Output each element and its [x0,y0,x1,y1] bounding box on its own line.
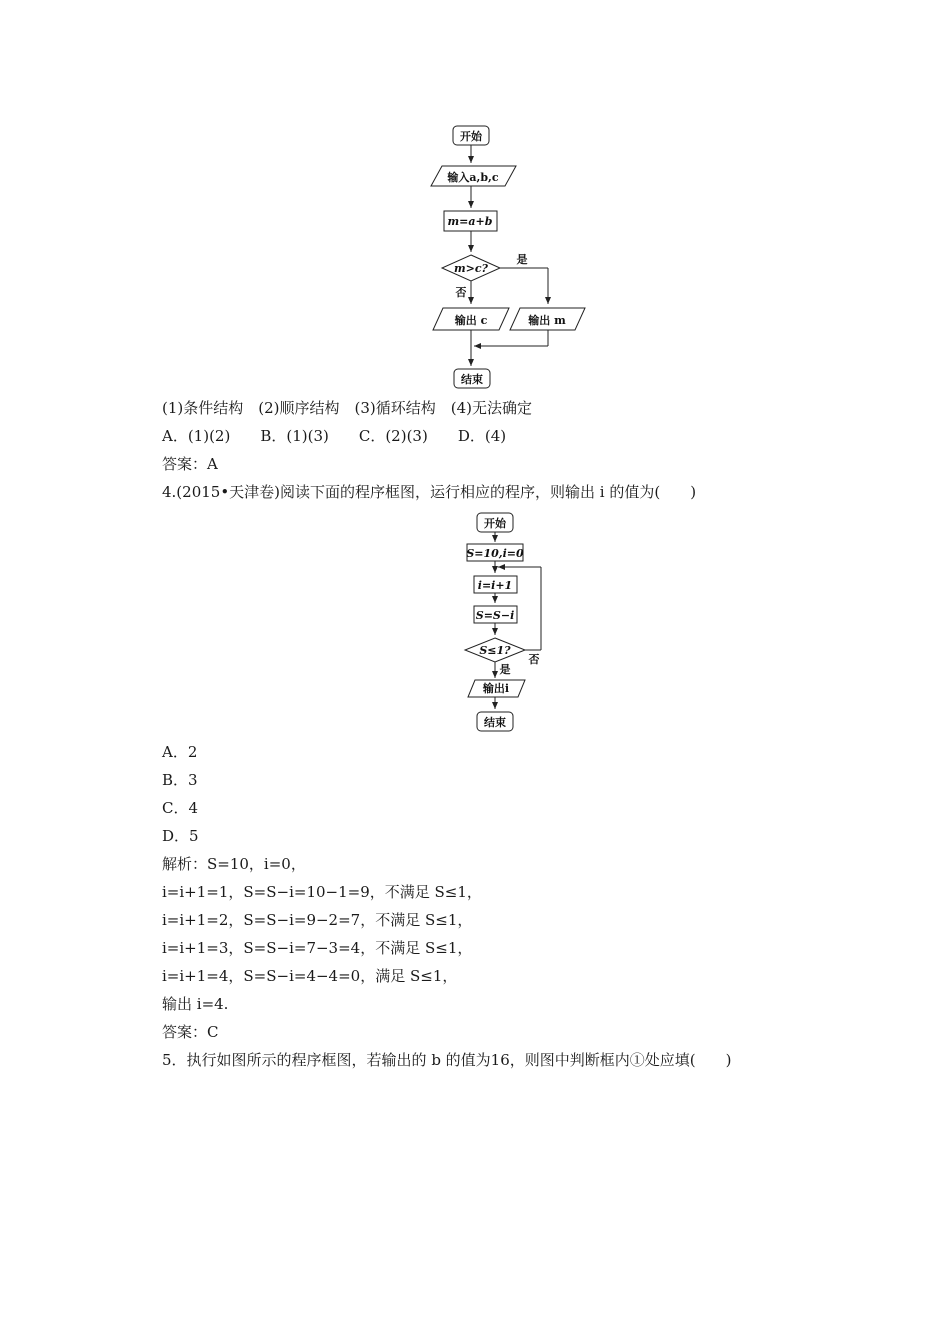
fc2-end-label: 结束 [484,716,506,729]
q4-analysis-3: i=i+1=3，S=S−i=7−3=4，不满足 S≤1， [162,939,473,957]
fc2-start-label: 开始 [484,517,506,530]
q4-choice-d: D．5 [162,827,199,845]
flowchart-1 [420,118,600,398]
fc1-assign-label: m=a+b [447,215,493,228]
fc2-yes-label: 是 [499,663,511,676]
fc2-sub-label: S=S−i [475,609,515,622]
q3-answer: 答案：A [162,455,218,473]
fc2-decision-label: S≤1? [479,644,511,657]
fc2-output-label: 输出i [482,682,510,695]
fc1-yes-label: 是 [516,253,528,266]
q3-options: (1)条件结构 (2)顺序结构 (3)循环结构 (4)无法确定 [162,399,532,417]
q5-question: 5．执行如图所示的程序框图，若输出的 b 的值为16，则图中判断框内①处应填( ) [162,1051,732,1069]
fc2-no-label: 否 [528,653,540,666]
fc1-end-label: 结束 [461,373,483,386]
q4-answer: 答案：C [162,1023,219,1041]
fc1-output-m-label: 输出 m [528,314,566,327]
q4-choice-b: B．3 [162,771,198,789]
q4-choice-c: C．4 [162,799,199,817]
q4-analysis-1: i=i+1=1，S=S−i=10−1=9，不满足 S≤1， [162,883,482,901]
q4-analysis-2: i=i+1=2，S=S−i=9−2=7，不满足 S≤1， [162,911,473,929]
fc1-output-c-label: 输出 c [454,314,488,327]
q4-analysis-5: 输出 i=4. [162,995,229,1013]
q4-question: 4.(2015•天津卷)阅读下面的程序框图，运行相应的程序，则输出 i 的值为( ) [162,483,697,501]
fc1-input-label: 输入a,b,c [447,171,499,184]
fc2-init-label: S=10,i=0 [466,547,524,560]
fc1-start-label: 开始 [460,130,482,143]
q4-choice-a: A．2 [162,743,198,761]
q4-analysis-0: 解析：S=10，i=0， [162,855,306,873]
q3-choices: A．(1)(2) B．(1)(3) C．(2)(3) D．(4) [162,427,507,445]
flowchart-2 [455,505,565,740]
fc1-decision-label: m>c? [454,262,488,275]
fc1-no-label: 否 [455,286,467,299]
q4-analysis-4: i=i+1=4，S=S−i=4−4=0，满足 S≤1， [162,967,458,985]
fc2-inc-label: i=i+1 [477,579,513,592]
